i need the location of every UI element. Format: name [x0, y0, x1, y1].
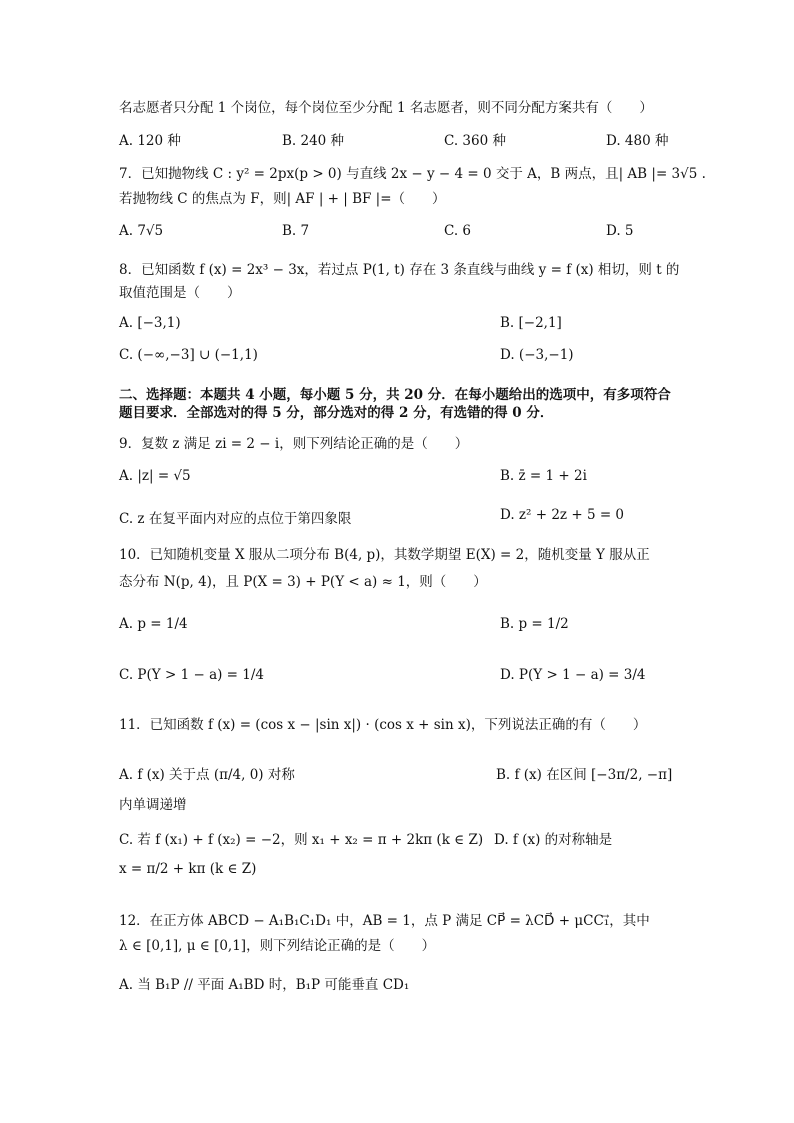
q6-option-d: D. 480 种 [606, 133, 669, 149]
q6-option-a: A. 120 种 [119, 133, 181, 149]
q7-option-a: A. 7√5 [119, 223, 164, 239]
q12-stem-line1: 12．在正方体 ABCD − A₁B₁C₁D₁ 中，AB = 1，点 P 满足 CP⃗ = λCD⃗ + μCC₁⃗，其中 [119, 913, 650, 929]
q10-option-b: B. p = 1/2 [500, 616, 569, 632]
q11-option-b-continuation: 内单调递增 [119, 797, 187, 813]
q11-option-c: C. 若 f (x₁) + f (x₂) = −2，则 x₁ + x₂ = π + 2kπ (k ∈ Z) [119, 832, 484, 848]
q7-option-c: C. 6 [444, 223, 472, 239]
q9-option-d: D. z² + 2z + 5 = 0 [500, 507, 625, 523]
q11-option-b: B. f (x) 在区间 [−3π/2, −π] [496, 767, 673, 783]
q6-option-b: B. 240 种 [282, 133, 345, 149]
q9-option-b: B. z̄ = 1 + 2i [500, 468, 587, 484]
q7-option-d: D. 5 [606, 223, 634, 239]
section2-header-line1: 二、选择题：本题共 4 小题，每小题 5 分，共 20 分．在每小题给出的选项中，有多项符合 [119, 387, 671, 403]
q8-stem-line1: 8．已知函数 f (x) = 2x³ − 3x，若过点 P(1, t) 存在 3 条直线与曲线 y = f (x) 相切，则 t 的 [119, 262, 680, 278]
q9-option-a: A. |z| = √5 [119, 468, 191, 484]
q8-option-c: C. (−∞,−3] ∪ (−1,1) [119, 347, 258, 363]
q9-option-c: C. z 在复平面内对应的点位于第四象限 [119, 511, 352, 527]
q10-option-c: C. P(Y > 1 − a) = 1/4 [119, 667, 265, 683]
q11-stem: 11．已知函数 f (x) = (cos x − |sin x|) · (cos x + sin x)，下列说法正确的有（ ） [119, 717, 647, 733]
q7-stem-line2: 若抛物线 C 的焦点为 F，则| AF | + | BF |=（ ） [119, 191, 446, 207]
q8-option-d: D. (−3,−1) [500, 347, 574, 363]
section2-header-line2: 题目要求．全部选对的得 5 分，部分选对的得 2 分，有选错的得 0 分． [119, 405, 554, 421]
q10-stem-line1: 10．已知随机变量 X 服从二项分布 B(4, p)，其数学期望 E(X) = 2，随机变量 Y 服从正 [119, 547, 650, 563]
q9-stem: 9．复数 z 满足 zi = 2 − i，则下列结论正确的是（ ） [119, 436, 469, 452]
q10-stem-line2: 态分布 N(p, 4)，且 P(X = 3) + P(Y < a) ≈ 1，则（ ） [119, 574, 487, 590]
q8-stem-line2: 取值范围是（ ） [119, 285, 241, 301]
q7-stem-line1: 7．已知抛物线 C : y² = 2px(p > 0) 与直线 2x − y − 4 = 0 交于 A，B 两点，且| AB |= 3√5 . [119, 166, 706, 182]
q12-option-a: A. 当 B₁P // 平面 A₁BD 时，B₁P 可能垂直 CD₁ [119, 977, 410, 993]
q11-option-d: D. f (x) 的对称轴是 [494, 832, 613, 848]
q12-stem-line2: λ ∈ [0,1], μ ∈ [0,1]，则下列结论正确的是（ ） [119, 938, 436, 954]
q11-option-d-continuation: x = π/2 + kπ (k ∈ Z) [119, 861, 257, 877]
q6-option-c: C. 360 种 [444, 133, 506, 149]
q7-option-b: B. 7 [282, 223, 310, 239]
q8-option-b: B. [−2,1] [500, 315, 562, 331]
q10-option-d: D. P(Y > 1 − a) = 3/4 [500, 667, 646, 683]
q11-option-a: A. f (x) 关于点 (π/4, 0) 对称 [119, 767, 295, 783]
q10-option-a: A. p = 1/4 [119, 616, 188, 632]
q6-stem-continuation: 名志愿者只分配 1 个岗位，每个岗位至少分配 1 名志愿者，则不同分配方案共有（ ） [119, 100, 653, 116]
q8-option-a: A. [−3,1) [119, 315, 181, 331]
